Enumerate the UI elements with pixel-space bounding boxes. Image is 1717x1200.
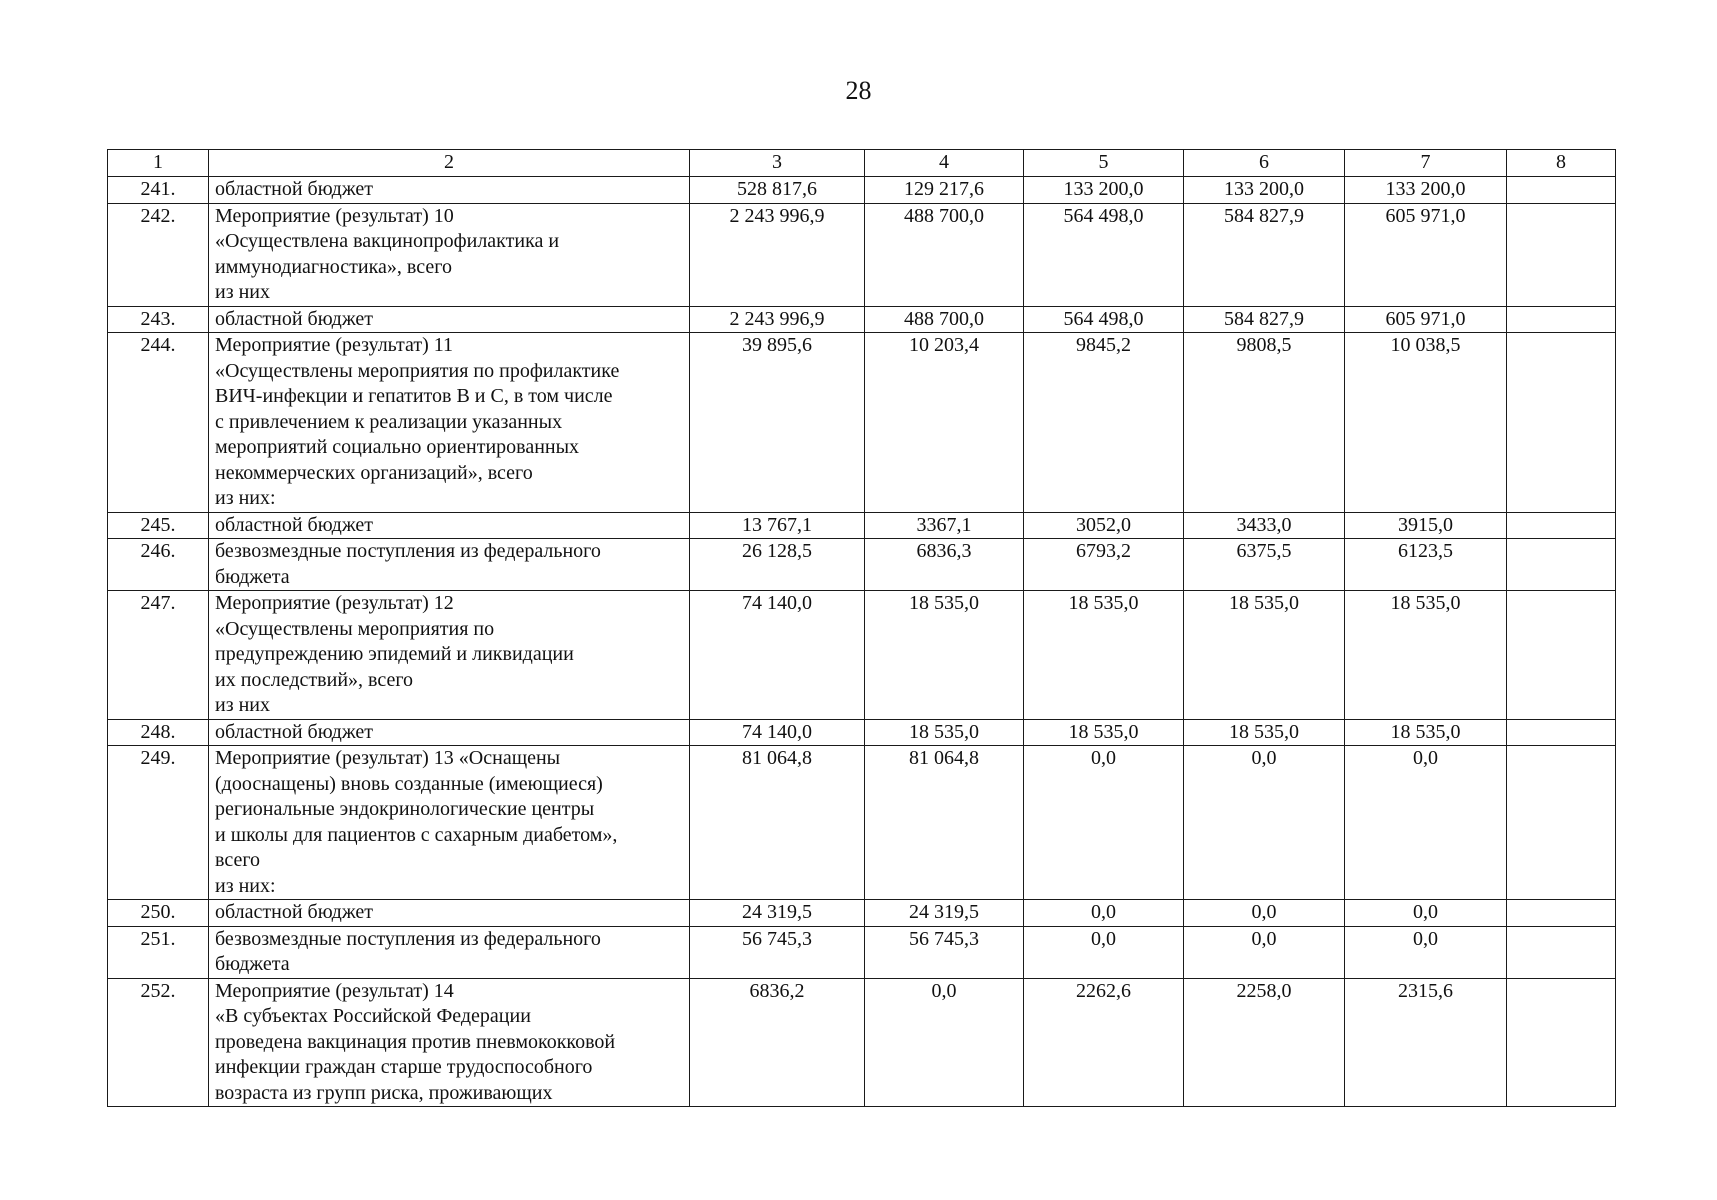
header-cell: 5 — [1024, 150, 1184, 177]
row-number-cell: 252. — [108, 978, 209, 1107]
value-cell-col3: 6836,2 — [690, 978, 865, 1107]
value-cell-col7: 0,0 — [1345, 746, 1507, 900]
value-cell-col3: 26 128,5 — [690, 539, 865, 591]
page-number: 28 — [845, 76, 872, 105]
row-number-cell: 243. — [108, 306, 209, 333]
description-line: их последствий», всего — [215, 668, 414, 691]
row-number-cell: 241. — [108, 177, 209, 204]
value-cell-col8 — [1507, 306, 1616, 333]
value-cell-col8 — [1507, 203, 1616, 306]
description-line: Мероприятие (результат) 10 — [215, 204, 454, 227]
value-cell-col3: 13 767,1 — [690, 512, 865, 539]
value-cell-col7: 0,0 — [1345, 900, 1507, 927]
value-cell-col7: 6123,5 — [1345, 539, 1507, 591]
description-line: областной бюджет — [215, 513, 374, 536]
description-line: областной бюджет — [215, 307, 374, 330]
value-cell-col6: 0,0 — [1184, 900, 1345, 927]
value-cell-col4: 81 064,8 — [865, 746, 1024, 900]
value-cell-col4: 488 700,0 — [865, 306, 1024, 333]
description-line: областной бюджет — [215, 720, 374, 743]
row-number-cell: 251. — [108, 926, 209, 978]
row-number-cell: 249. — [108, 746, 209, 900]
description-line: с привлечением к реализации указанных — [215, 410, 563, 433]
value-cell-col7: 605 971,0 — [1345, 306, 1507, 333]
description-line: бюджета — [215, 953, 290, 975]
table-row — [108, 203, 1616, 306]
description-line: Мероприятие (результат) 13 «Оснащены — [215, 747, 561, 769]
row-number-cell: 245. — [108, 512, 209, 539]
row-description-cell — [209, 203, 690, 306]
value-cell-col5: 0,0 — [1024, 926, 1184, 978]
value-cell-col6: 584 827,9 — [1184, 306, 1345, 333]
table-row — [108, 591, 1616, 720]
value-cell-col8 — [1507, 177, 1616, 204]
value-cell-col3: 56 745,3 — [690, 926, 865, 978]
table-row — [108, 306, 1616, 333]
value-cell-col4: 0,0 — [865, 978, 1024, 1107]
description-line: «Осуществлены мероприятия по — [215, 617, 495, 640]
row-description-cell — [209, 333, 690, 513]
description-line: Мероприятие (результат) 12 — [215, 592, 454, 614]
value-cell-col7: 3915,0 — [1345, 512, 1507, 539]
table-row — [108, 719, 1616, 746]
table-row — [108, 512, 1616, 539]
description-line: предупреждению эпидемий и ликвидации — [215, 643, 574, 665]
value-cell-col7: 2315,6 — [1345, 978, 1507, 1107]
description-line: «Осуществлена вакцинопрофилактика и — [215, 230, 560, 252]
value-cell-col5: 2262,6 — [1024, 978, 1184, 1107]
description-line: мероприятий социально ориентированных — [215, 436, 580, 458]
value-cell-col6: 18 535,0 — [1184, 719, 1345, 746]
value-cell-col6: 9808,5 — [1184, 333, 1345, 513]
value-cell-col4: 56 745,3 — [865, 926, 1024, 978]
value-cell-col8 — [1507, 539, 1616, 591]
value-cell-col8 — [1507, 900, 1616, 927]
row-number-cell: 248. — [108, 719, 209, 746]
description-line: всего — [215, 849, 261, 871]
description-line: «Осуществлены мероприятия по профилактике — [215, 359, 620, 382]
row-description-cell — [209, 978, 690, 1107]
header-cell: 4 — [865, 150, 1024, 177]
value-cell-col6: 133 200,0 — [1184, 177, 1345, 204]
value-cell-col6: 584 827,9 — [1184, 203, 1345, 306]
row-description-cell — [209, 306, 690, 333]
header-cell: 3 — [690, 150, 865, 177]
value-cell-col4: 18 535,0 — [865, 591, 1024, 720]
description-line: иммунодиагностика», всего — [215, 255, 452, 278]
value-cell-col7: 0,0 — [1345, 926, 1507, 978]
value-cell-col3: 81 064,8 — [690, 746, 865, 900]
row-description-cell — [209, 719, 690, 746]
description-line: бюджета — [215, 565, 290, 588]
value-cell-col4: 24 319,5 — [865, 900, 1024, 927]
header-cell: 1 — [108, 150, 209, 177]
value-cell-col3: 24 319,5 — [690, 900, 865, 927]
table-row — [108, 900, 1616, 927]
description-line: Мероприятие (результат) 11 — [215, 334, 454, 356]
value-cell-col5: 0,0 — [1024, 900, 1184, 927]
value-cell-col7: 10 038,5 — [1345, 333, 1507, 513]
value-cell-col5: 564 498,0 — [1024, 203, 1184, 306]
value-cell-col6: 3433,0 — [1184, 512, 1345, 539]
value-cell-col4: 3367,1 — [865, 512, 1024, 539]
budget-table — [107, 149, 1616, 1107]
description-line: из них — [215, 281, 271, 303]
row-number-cell: 246. — [108, 539, 209, 591]
value-cell-col5: 3052,0 — [1024, 512, 1184, 539]
header-cell: 6 — [1184, 150, 1345, 177]
description-line: безвозмездные поступления из федерального — [215, 927, 601, 950]
value-cell-col8 — [1507, 591, 1616, 720]
header-cell: 7 — [1345, 150, 1507, 177]
table-row — [108, 978, 1616, 1107]
value-cell-col8 — [1507, 978, 1616, 1107]
row-number-cell: 247. — [108, 591, 209, 720]
description-line: (дооснащены) вновь созданные (имеющиеся) — [215, 772, 603, 795]
value-cell-col8 — [1507, 512, 1616, 539]
value-cell-col3: 74 140,0 — [690, 719, 865, 746]
description-line: ВИЧ-инфекции и гепатитов В и С, в том числе — [215, 385, 613, 407]
header-cell: 8 — [1507, 150, 1616, 177]
description-line: возраста из групп риска, проживающих — [215, 1081, 553, 1104]
description-line: «В субъектах Российской Федерации — [215, 1005, 531, 1027]
table-row — [108, 177, 1616, 204]
description-line: региональные эндокринологические центры — [215, 798, 595, 820]
table-row — [108, 539, 1616, 591]
row-number-cell: 244. — [108, 333, 209, 513]
table-row — [108, 746, 1616, 900]
value-cell-col4: 6836,3 — [865, 539, 1024, 591]
value-cell-col5: 564 498,0 — [1024, 306, 1184, 333]
value-cell-col5: 9845,2 — [1024, 333, 1184, 513]
value-cell-col8 — [1507, 926, 1616, 978]
row-description-cell — [209, 591, 690, 720]
row-description-cell — [209, 177, 690, 204]
row-description-cell — [209, 539, 690, 591]
description-line: некоммерческих организаций», всего — [215, 461, 533, 484]
description-line: областной бюджет — [215, 901, 374, 923]
value-cell-col6: 2258,0 — [1184, 978, 1345, 1107]
row-description-cell — [209, 926, 690, 978]
description-line: из них — [215, 694, 271, 716]
value-cell-col8 — [1507, 746, 1616, 900]
value-cell-col6: 0,0 — [1184, 746, 1345, 900]
row-description-cell — [209, 746, 690, 900]
value-cell-col4: 18 535,0 — [865, 719, 1024, 746]
row-number-cell: 242. — [108, 203, 209, 306]
value-cell-col8 — [1507, 719, 1616, 746]
value-cell-col3: 74 140,0 — [690, 591, 865, 720]
description-line: Мероприятие (результат) 14 — [215, 979, 454, 1002]
value-cell-col7: 18 535,0 — [1345, 591, 1507, 720]
value-cell-col8 — [1507, 333, 1616, 513]
table-header-row — [108, 150, 1616, 177]
description-line: и школы для пациентов с сахарным диабетом», — [215, 823, 618, 846]
description-line: областной бюджет — [215, 178, 374, 200]
table-row — [108, 333, 1616, 513]
value-cell-col4: 10 203,4 — [865, 333, 1024, 513]
row-number-cell: 250. — [108, 900, 209, 927]
value-cell-col5: 18 535,0 — [1024, 591, 1184, 720]
value-cell-col3: 528 817,6 — [690, 177, 865, 204]
value-cell-col7: 18 535,0 — [1345, 719, 1507, 746]
description-line: из них: — [215, 874, 276, 897]
description-line: проведена вакцинация против пневмококковой — [215, 1030, 616, 1053]
header-cell: 2 — [209, 150, 690, 177]
value-cell-col5: 133 200,0 — [1024, 177, 1184, 204]
value-cell-col7: 605 971,0 — [1345, 203, 1507, 306]
value-cell-col3: 39 895,6 — [690, 333, 865, 513]
description-line: из них: — [215, 487, 276, 509]
value-cell-col5: 6793,2 — [1024, 539, 1184, 591]
value-cell-col3: 2 243 996,9 — [690, 203, 865, 306]
value-cell-col6: 6375,5 — [1184, 539, 1345, 591]
value-cell-col7: 133 200,0 — [1345, 177, 1507, 204]
value-cell-col3: 2 243 996,9 — [690, 306, 865, 333]
row-description-cell — [209, 512, 690, 539]
table-row — [108, 926, 1616, 978]
value-cell-col6: 0,0 — [1184, 926, 1345, 978]
description-line: безвозмездные поступления из федерального — [215, 540, 601, 562]
value-cell-col6: 18 535,0 — [1184, 591, 1345, 720]
value-cell-col4: 488 700,0 — [865, 203, 1024, 306]
value-cell-col5: 18 535,0 — [1024, 719, 1184, 746]
description-line: инфекции граждан старше трудоспособного — [215, 1056, 593, 1078]
row-description-cell — [209, 900, 690, 927]
value-cell-col4: 129 217,6 — [865, 177, 1024, 204]
value-cell-col5: 0,0 — [1024, 746, 1184, 900]
